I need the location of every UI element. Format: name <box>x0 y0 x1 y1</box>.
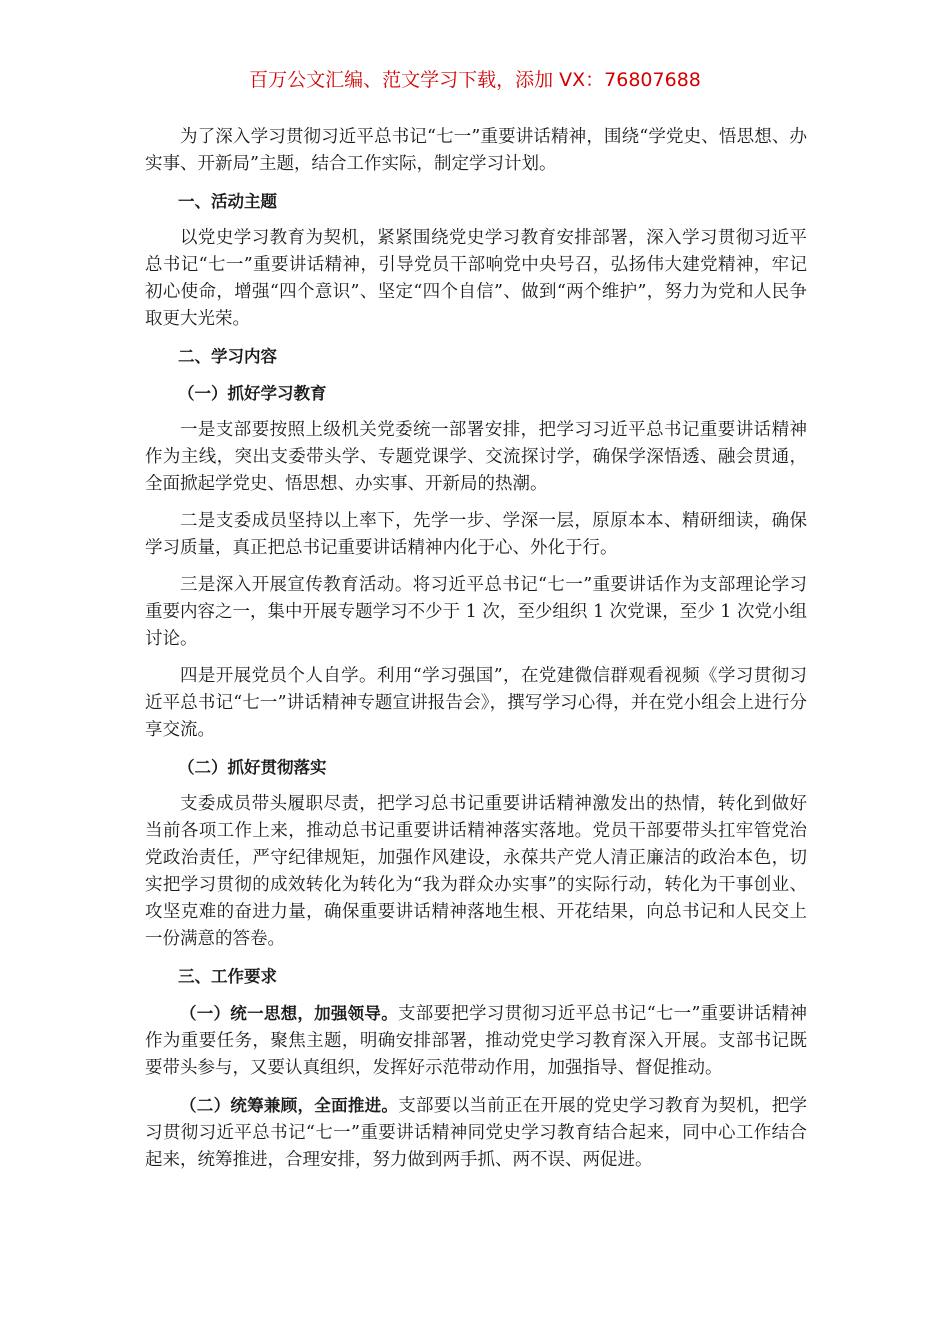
implement-paragraph: 支委成员带头履职尽责，把学习总书记重要讲话精神激发出的热情，转化到做好当前各项工作上来，推动总书记重要讲话精神落实落地。党员干部要带头扛牢管党治党政治责任，严守纪律规矩，加强作风建设，永葆共产党人清正廉洁的政治本色，切实把学习贯彻的成效转化为转化为“我为群众办实事”的实际行动，转化为干事创业、攻坚克难的奋进力量，确保重要讲话精神落地生根、开花结果，向总书记和人民交上一份满意的答卷。 <box>145 794 807 949</box>
subsection-heading-implement: （二）抓好贯彻落实 <box>178 758 327 777</box>
study-paragraph: 二是支委成员坚持以上率下，先学一步、学深一层，原原本本、精研细读，确保学习质量，真正把总书记重要讲话精神内化于心、外化于行。 <box>145 511 807 558</box>
section-heading-requirements: 三、工作要求 <box>178 967 277 986</box>
requirement-text: 支部要以当前正在开展的党史学习教育为契机，把学习贯彻习近平总书记“七一”重要讲话精神同党史学习教育结合起来，同中心工作结合起来，统筹推进，合理安排，努力做到两手抓、两不误、两促进。 <box>145 1096 808 1170</box>
section-heading-theme: 一、活动主题 <box>178 192 277 211</box>
watermark-header: 百万公文汇编、范文学习下载，添加 VX：76807688 <box>249 69 701 91</box>
requirement-lead: （一）统一思想，加强领导。 <box>180 1004 398 1023</box>
document-body <box>145 124 807 1174</box>
study-paragraph: 三是深入开展宣传教育活动。将习近平总书记“七一”重要讲话作为支部理论学习重要内容之一，集中开展专题学习不少于 1 次，至少组织 1 次党课，至少 1 次党小组讨论。 <box>145 575 807 649</box>
study-paragraph: 四是开展党员个人自学。利用“学习强国”，在党建微信群观看视频《学习贯彻习近平总书记“七一”讲话精神专题宣讲报告会》，撰写学习心得，并在党小组会上进行分享交流。 <box>145 666 807 740</box>
subsection-heading-study: （一）抓好学习教育 <box>178 384 327 403</box>
requirement-lead: （二）统筹兼顾，全面推进。 <box>180 1096 399 1115</box>
requirement-text: 支部要把学习贯彻习近平总书记“七一”重要讲话精神作为重要任务，聚焦主题，明确安排部署，推动党史学习教育深入开展。支部书记既要带头参与，又要认真组织，发挥好示范带动作用，加强指导、督促推动。 <box>145 1004 807 1078</box>
section-heading-content: 二、学习内容 <box>178 347 277 366</box>
requirement-item <box>145 1000 807 1082</box>
study-paragraph: 一是支部要按照上级机关党委统一部署安排，把学习习近平总书记重要讲话精神作为主线，突出支委带头学、专题党课学、交流探讨学，确保学深悟透、融会贯通，全面掀起学党史、悟思想、办实事、开新局的热潮。 <box>145 420 807 494</box>
section-theme-paragraph: 以党史学习教育为契机，紧紧围绕党史学习教育安排部署，深入学习贯彻习近平总书记“七一”重要讲话精神，引导党员干部响党中央号召，弘扬伟大建党精神，牢记初心使命，增强“四个意识”、坚定“四个自信”、做到“两个维护”，努力为党和人民争取更大光荣。 <box>145 228 807 329</box>
requirement-item <box>145 1092 807 1174</box>
intro-paragraph: 为了深入学习贯彻习近平总书记“七一”重要讲话精神，围绕“学党史、悟思想、办实事、开新局”主题，结合工作实际，制定学习计划。 <box>145 127 807 174</box>
